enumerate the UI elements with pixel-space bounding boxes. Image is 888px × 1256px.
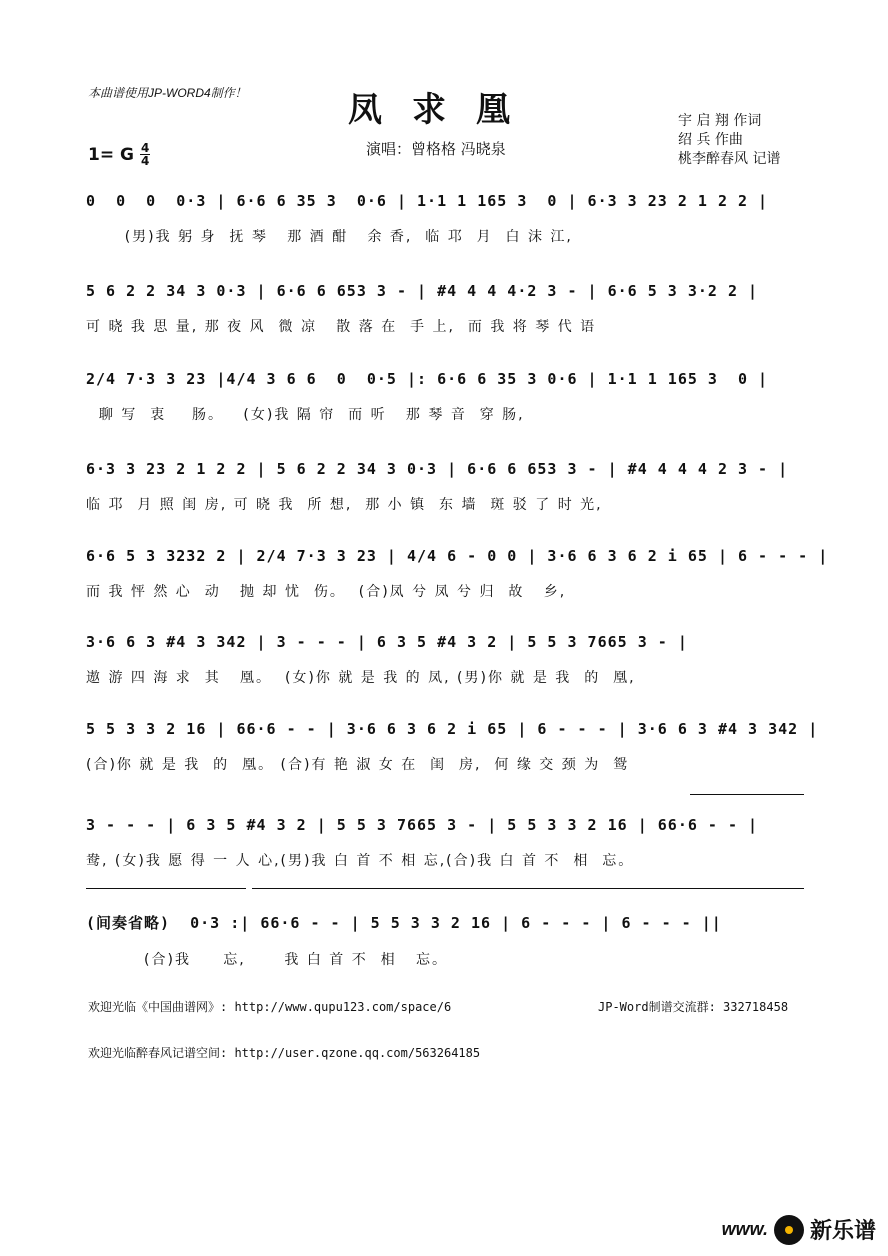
notation-line: 0 0 0 0·3 | 6·6 6 35 3 0·6 | 1·1 1 165 3 0 | 6·3 3 23 2 1 2 2 | <box>86 192 769 210</box>
lyrics-line: 聊 写 衷 肠。 (女)我 隔 帘 而 听 那 琴 音 穿 肠, <box>86 407 525 423</box>
key-label: 1= G <box>88 144 134 165</box>
lyrics-line: 可 晓 我 思 量, 那 夜 风 微 凉 散 落 在 手 上, 而 我 将 琴 代 语 <box>86 319 597 335</box>
staff-line-8 <box>86 816 808 870</box>
second-ending-bracket <box>252 888 804 889</box>
watermark-url: www. <box>721 1219 768 1239</box>
staff-line-9 <box>86 912 808 969</box>
staff-line-7 <box>86 720 819 774</box>
notation-line: 5 5 3 3 2 16 | 66·6 - - | 3·6 6 3 6 2 i 65 | 6 - - - | 3·6 6 3 #4 3 342 | <box>86 720 819 738</box>
made-with-note: 本曲谱使用JP-WORD4制作！ <box>88 86 247 100</box>
staff-line-5 <box>86 547 829 601</box>
watermark-brand: 新乐谱 <box>809 1219 876 1244</box>
notation-line: 6·6 5 3 3232 2 | 2/4 7·3 3 23 | 4/4 6 - 0 0 | 3·6 6 3 6 2 i 65 | 6 - - - | <box>86 547 829 565</box>
time-numerator: 4 <box>140 141 150 155</box>
notation-line: 3 - - - | 6 3 5 #4 3 2 | 5 5 3 7665 3 - | 5 5 3 3 2 16 | 66·6 - - | <box>86 816 759 834</box>
staff-line-2 <box>86 282 808 336</box>
lyrics-line: 鸯, (女)我 愿 得 一 人 心,(男)我 白 首 不 相 忘,(合)我 白 首 不 相 忘。 <box>86 853 635 869</box>
notation-line: 5 6 2 2 34 3 0·3 | 6·6 6 653 3 - | #4 4 4 4·2 3 - | 6·6 5 3 3·2 2 | <box>86 282 759 300</box>
lyrics-line: 遨 游 四 海 求 其 凰。 (女)你 就 是 我 的 凤, (男)你 就 是 我 的 凰, <box>86 670 636 686</box>
singers: 演唱：曾格格 冯晓泉 <box>366 140 506 158</box>
footer-space-link[interactable]: 欢迎光临醉春风记谱空间: http://user.qzone.qq.com/563264185 <box>88 1046 481 1060</box>
first-ending-bracket <box>690 794 804 795</box>
composer-credit: 绍 兵 作曲 <box>678 132 743 148</box>
transcriber-credit: 桃李醉春风 记谱 <box>678 151 781 167</box>
lyrics-line: (男)我 躬 身 抚 琴 那 酒 酣 余 香, 临 邛 月 白 沫 江, <box>86 229 573 245</box>
time-signature <box>140 142 150 167</box>
lyrics-line: 临 邛 月 照 闺 房, 可 晓 我 所 想, 那 小 镇 东 墙 斑 驳 了 时 光, <box>86 497 603 513</box>
song-title: 凤求凰 <box>348 90 540 130</box>
key-signature <box>88 142 150 167</box>
lyrics-line: 而 我 怦 然 心 动 抛 却 忧 伤。 (合)凤 兮 凤 兮 归 故 乡, <box>86 584 567 600</box>
lyrics-line: (合)你 就 是 我 的 凰。 (合)有 艳 淑 女 在 闺 房, 何 缘 交 颈 为 鸳 <box>86 757 630 773</box>
staff-line-6 <box>86 633 808 687</box>
interlude-rule <box>86 888 246 889</box>
staff-line-1 <box>86 192 808 246</box>
notation-line: 2/4 7·3 3 23 |4/4 3 6 6 0 0·5 |: 6·6 6 35 3 0·6 | 1·1 1 165 3 0 | <box>86 370 769 388</box>
staff-line-4 <box>86 460 808 514</box>
notation-line: 6·3 3 23 2 1 2 2 | 5 6 2 2 34 3 0·3 | 6·6 6 653 3 - | #4 4 4 4 2 3 - | <box>86 460 789 478</box>
staff-line-3 <box>86 370 808 424</box>
notation-line: 3·6 6 3 #4 3 342 | 3 - - - | 6 3 5 #4 3 2 | 5 5 3 7665 3 - | <box>86 633 688 651</box>
watermark <box>722 1214 876 1245</box>
footer-group-info: JP-Word制谱交流群: 332718458 <box>598 1000 789 1014</box>
record-disc-icon <box>774 1215 804 1245</box>
lyricist-credit: 宇 启 翔 作词 <box>678 113 762 129</box>
time-denominator: 4 <box>140 154 150 168</box>
notation-line: (间奏省略) 0·3 :| 66·6 - - | 5 5 3 3 2 16 | 6 - - - | 6 - - - || <box>86 914 722 932</box>
lyrics-line: (合)我 忘, 我 白 首 不 相 忘。 <box>86 952 448 968</box>
footer-site-link[interactable]: 欢迎光临《中国曲谱网》: http://www.qupu123.com/space/6 <box>88 1000 452 1014</box>
credits-block <box>678 112 780 169</box>
